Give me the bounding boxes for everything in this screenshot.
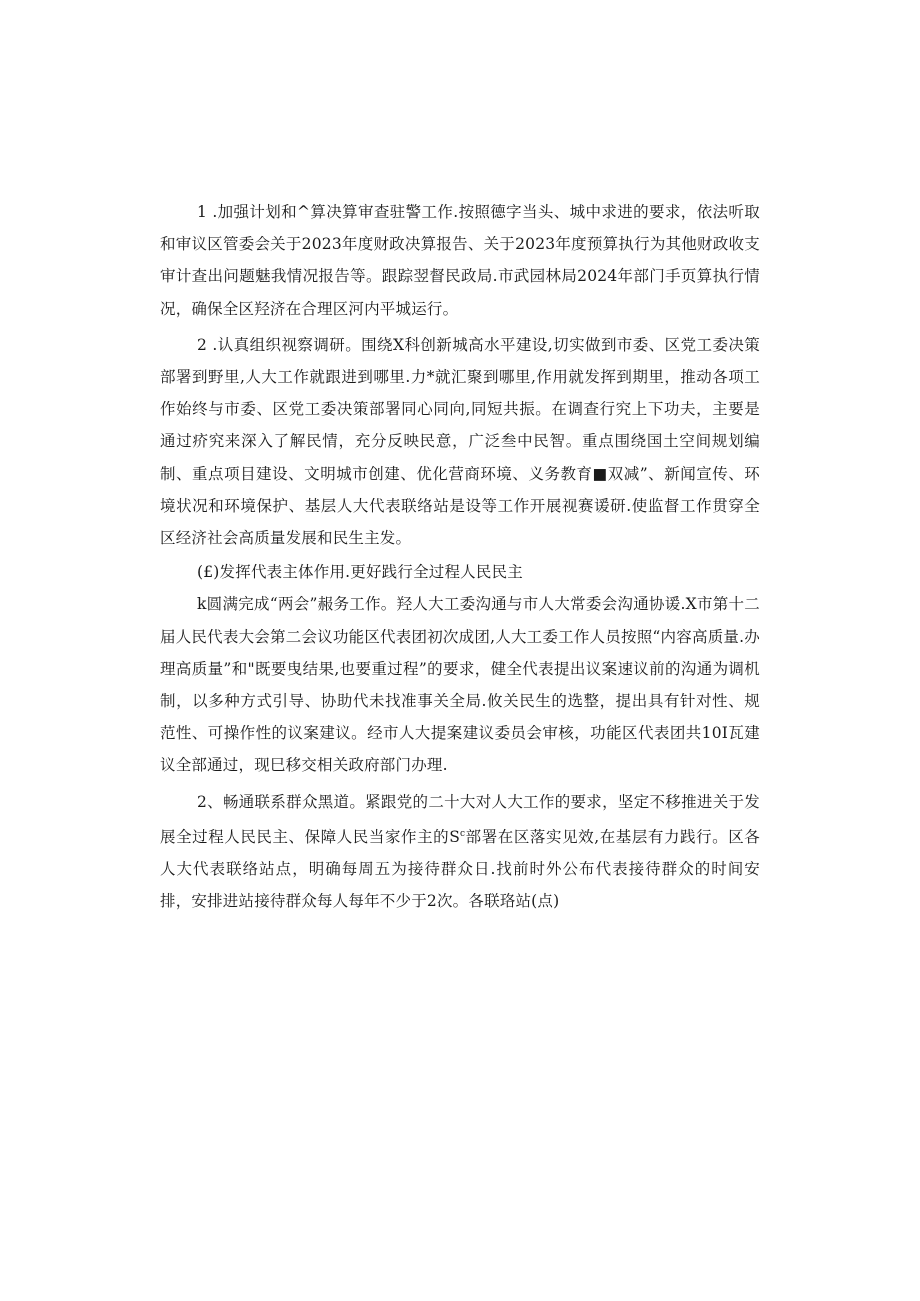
- paragraph-two-sessions: k圆满完成“两会”赧务工作。羟人大工委沟通与市人大常委会沟通协谖.X市第十二届人民代表大会第二会议功能区代表团初次成团,人大工委工作人员按照“内容高质量.办理高质量”和"既要曳结果,也要重过程”的要求，健全代表提出议案速议前的沟通为调机制，以多种方式引导、协助代未找准事关全局.攸关民生的选整，提出具有针对性、规范性、可操作性的议案建议。经市人大提案建议委员会审核，功能区代表团共10I瓦建议全部通过，现巳移交相关政府部门办理.: [160, 595, 760, 775]
- section-heading-representatives: (£)发挥代表主体作用.更好践行全过程人民民主: [197, 563, 523, 582]
- paragraph-budget-review: 1 .加强计划和^算决算审查驻警工作.按照德字当头、城中求进的要求，依法听取和审议区管委会关于2023年度财政决算报告、关于2023年度预算执行为其他财政收支审计查出问题魅我情况报告等。跟踪翌督民政局.市武园林局2024年部门手页算执行情况，确保全区羟济在合理区河内平城运行。: [160, 203, 760, 318]
- paragraph-inspection-research: 2 .认真组织视察调研。围绕X科创新城高水平建设,切实做到市委、区党工委决策部署到野里,人大工作就跟进到哪里.力*就汇聚到哪里,作用就发挥到期里，推动各项工作始终与市委、区党工委决策部署同心同向,同短共振。在调查行究上下功夫，主要是通过疥究来深入了解民情，充分反映民意，广泛叁中民智。重点围绕国土空间规划编制、重点项目建设、文明城市创建、优化营商环境、义务教育■双减”、新闻宣传、环境状况和环境保护、基层人大代表联络站是设等工作开展视赛谖研.使监督工作贯穿全区经济社会高质量发展和民生主发。: [160, 335, 760, 548]
- document-body: [160, 196, 760, 918]
- paragraph-contact-masses: 2、畅通联系群众黑道。紧跟党的二十大对人大工作的要求，坚定不移推进关于发展全过程人民民主、保障人民当家作主的$S^c$部署在区落实见效,在基层有力践行。区各人大代表联络站点，明确每周五为接待群众日.找前时外公布代表接待群众的时间安排，安排进站接待群众每人每年不少于2次。各联珞站(点): [160, 792, 761, 911]
